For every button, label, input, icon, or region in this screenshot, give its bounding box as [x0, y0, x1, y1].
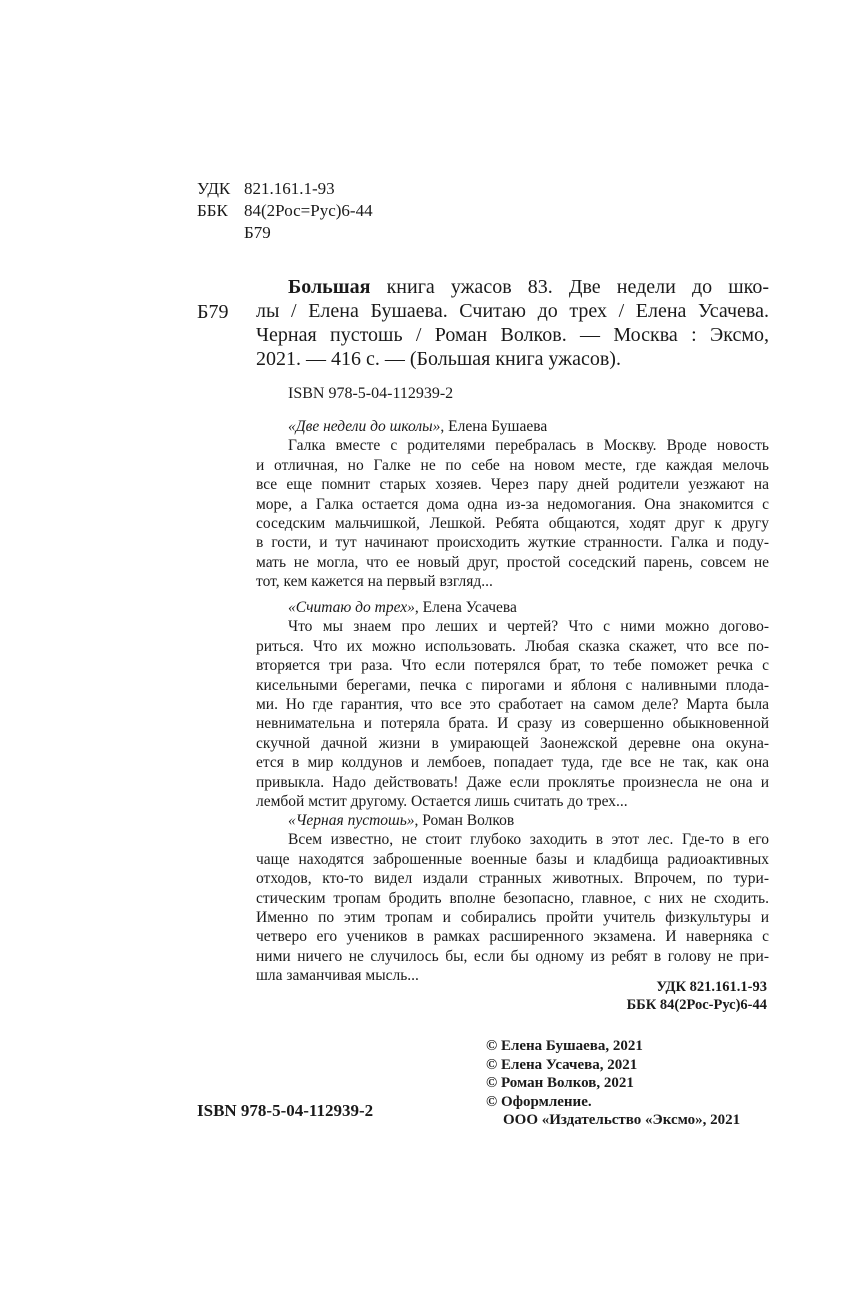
annotation-author: , Елена Бушаева [440, 418, 548, 435]
annotation-title [256, 417, 769, 436]
annotation-line: четверо его учеников в рамках расширенного экзамена. И наверняка с [256, 928, 769, 946]
annotation-block [256, 598, 769, 811]
annotation-line: ними ничего не случилось бы, если бы одному из ребят в голову не при- [256, 947, 769, 965]
annotation-author: , Елена Усачева [414, 599, 517, 616]
annotation-line: Что мы знаем про леших и чертей? Что с ними можно догово- [288, 618, 769, 636]
annotation-line: чаще находятся заброшенные военные базы и кладбища радиоактивных [256, 850, 769, 868]
bottom-udk: УДК 821.161.1-93 [656, 979, 767, 995]
annotation-line: в гости, и тут начинают происходить жуткие странности. Галка и поду- [256, 534, 769, 552]
annotation-line: шла заманчивая мысль... [256, 967, 419, 985]
description-bold-word: Большая [288, 276, 371, 298]
annotation-title-text: «Две недели до школы» [288, 418, 441, 435]
annotation-line: привыкла. Надо действовать! Даже если проклятье произнесла не она и [256, 773, 769, 791]
annotation-line: тот, кем кажется на первый взгляд... [256, 573, 493, 591]
annotation-line: море, а Галка остается дома одна из-за недомогания. Она знакомится с [256, 495, 769, 513]
description-line-text: книга ужасов 83. Две недели до шко- [370, 276, 769, 298]
annotation-title-text: «Считаю до трех» [288, 599, 415, 616]
annotation-line: вторяется три раза. Что если потерялся брат, то тебе поможет речка с [256, 657, 769, 675]
udk-value: 821.161.1-93 [244, 179, 335, 198]
annotation-block [256, 811, 769, 986]
annotation-block [256, 417, 769, 592]
bibliographic-description [256, 275, 769, 371]
bbk-value: 84(2Рос=Рус)6-44 [244, 201, 373, 220]
isbn-bottom: ISBN 978-5-04-112939-2 [197, 1101, 374, 1120]
annotation-line: ется в мир колдунов и лембоев, попадает туда, где все не так, как она [256, 754, 769, 772]
annotation-title [256, 598, 769, 617]
copyright-line: © Елена Усачева, 2021 [486, 1056, 638, 1073]
copyright-block [486, 1037, 740, 1130]
copyright-line: © Роман Волков, 2021 [486, 1075, 634, 1091]
udk-label: УДК [197, 179, 231, 198]
annotation-line: Всем известно, не стоит глубоко заходить в этот лес. Где-то в его [288, 831, 769, 849]
description-line: Черная пустошь / Роман Волков. — Москва : Эксмо, [256, 324, 769, 346]
annotation-line: соседским мальчишкой, Лешкой. Ребята общаются, ходят друг к другу [256, 514, 769, 532]
copyright-line: © Елена Бушаева, 2021 [486, 1038, 643, 1054]
annotation-title-text: «Черная пустошь» [288, 812, 415, 829]
annotation-line: ми. Но где гарантия, что все это сработает на самом деле? Марта была [256, 695, 769, 713]
annotation-line: мать не могла, что ее новый друг, простой соседский парень, совсем не [256, 553, 769, 571]
annotation-line: Именно по этим тропам и собирались пройти учитель физкультуры и [256, 908, 769, 926]
copyright-line: © Оформление. [486, 1093, 592, 1110]
annotation-line: отходов, кто-то видел издали странных животных. Впрочем, по тури- [256, 870, 769, 888]
copyright-publisher: ООО «Издательство «Эксмо», 2021 [503, 1112, 741, 1128]
annotation-line: Галка вместе с родителями перебралась в Москву. Вроде новость [288, 437, 769, 455]
bottom-bbk: ББК 84(2Рос-Рус)6-44 [626, 997, 767, 1013]
annotation-line: и отличная, но Галке не по себе на новом месте, где каждая мелочь [256, 456, 769, 474]
annotation-line: стическим тропам бродить вполне безопасно, главное, с них не сходить. [256, 889, 769, 907]
author-mark: Б79 [244, 223, 271, 242]
annotation-line: риться. Что их можно использовать. Любая сказка скажет, что все по- [256, 637, 769, 655]
annotation-author: , Роман Волков [414, 812, 515, 829]
annotation-line: лембой мстит другому. Остается лишь считать до трех... [256, 792, 628, 810]
annotation-line: кисельными берегами, печка с пирогами и яблоня с наливными плода- [256, 676, 769, 694]
side-author-mark: Б79 [197, 301, 229, 323]
annotation-line: скучной дачной жизни в умирающей Заонежской деревне она окуна- [256, 734, 769, 752]
annotation-line: невнимательна и потеряла брата. И сразу из совершенно обыкновенной [256, 715, 769, 733]
description-line: 2021. — 416 с. — (Большая книга ужасов). [256, 348, 621, 370]
bbk-label: ББК [197, 201, 228, 220]
annotation-line: все еще помнит старых хозяев. Через пару дней родители уезжают на [256, 476, 769, 494]
annotation-title [256, 811, 769, 830]
isbn-top: ISBN 978-5-04-112939-2 [288, 385, 454, 402]
description-line: лы / Елена Бушаева. Считаю до трех / Елена Усачева. [256, 300, 769, 322]
description-line [256, 275, 769, 299]
